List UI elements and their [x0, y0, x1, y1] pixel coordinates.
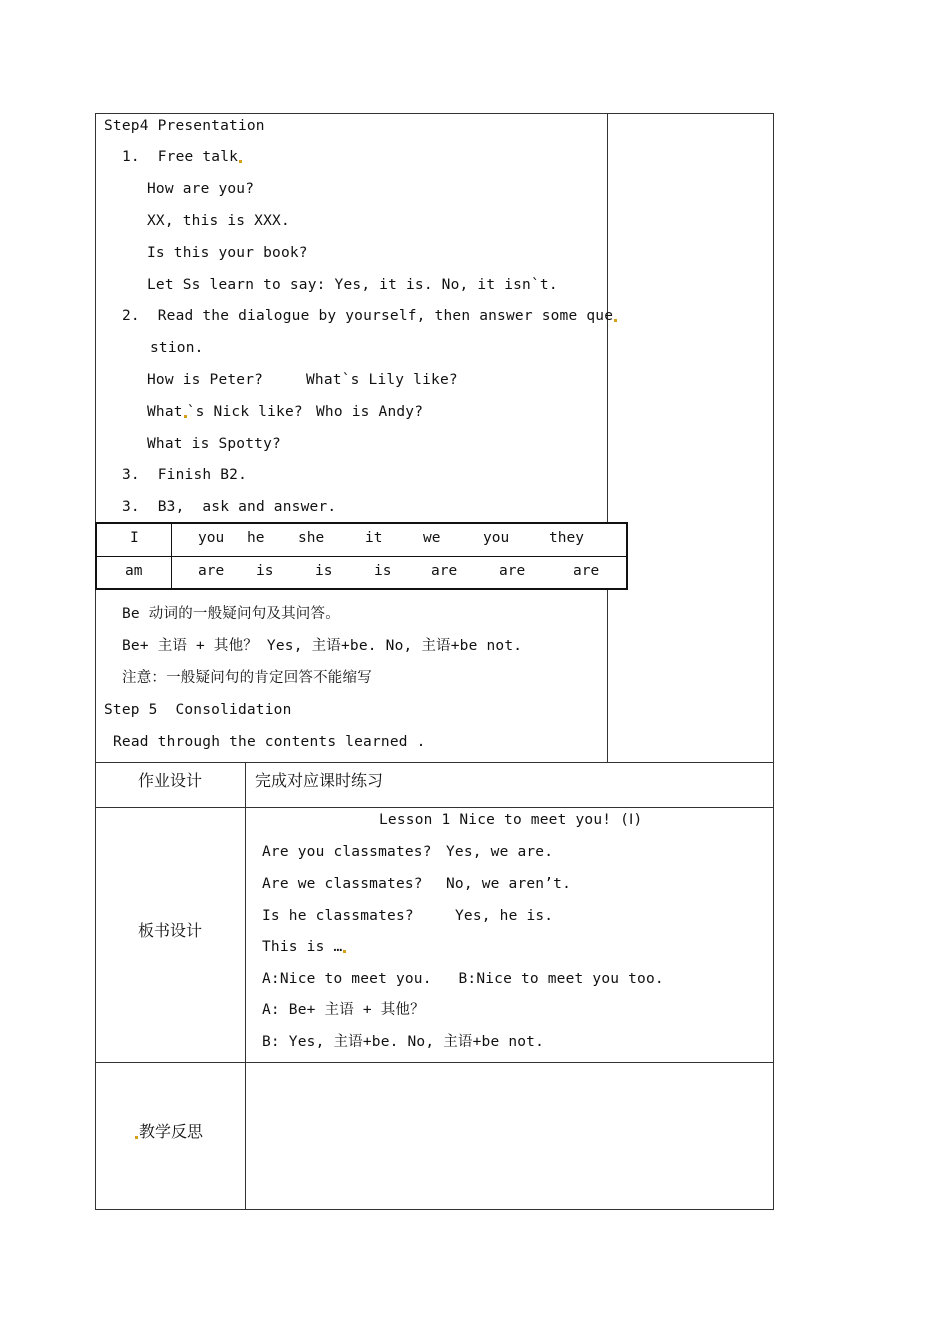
question-what-lily: What`s Lily like? [306, 372, 458, 388]
board-row-1-answer: Yes, we are. [446, 844, 554, 860]
verb-are-4: are [573, 563, 600, 579]
free-talk-line-4: Let Ss learn to say: Yes, it is. No, it isn`t. [147, 277, 558, 293]
step4-item-b3: 3. B3, ask and answer. [122, 499, 337, 515]
notes-column-divider-lower [607, 590, 608, 762]
mark-icon [135, 1136, 138, 1139]
free-talk-line-2: XX, this is XXX. [147, 213, 290, 229]
verb-am: am [125, 563, 143, 579]
pronoun-you-plural: you [483, 530, 510, 546]
question-how-peter: How is Peter? [147, 372, 264, 388]
free-talk-line-1: How are you? [147, 181, 255, 197]
question-what-spotty: What is Spotty? [147, 436, 281, 452]
reflection-label [134, 1121, 203, 1143]
table-bottom-border [95, 1209, 774, 1210]
board-title: Lesson 1 Nice to meet you! (Ⅰ) [379, 812, 643, 828]
reflection-text: 教学反思 [139, 1122, 204, 1141]
pronoun-we: we [423, 530, 441, 546]
verb-are-1: are [198, 563, 225, 579]
free-talk-line-3: Is this your book? [147, 245, 308, 261]
this-is-text: This is … [262, 939, 343, 955]
board-this-is [262, 937, 346, 957]
read-dialogue-text: 2. Read the dialogue by yourself, then answer some que [122, 308, 614, 324]
row-divider-reflection [95, 1062, 774, 1063]
homework-content: 完成对应课时练习 [255, 771, 384, 790]
be-verb-table [95, 522, 628, 590]
mark-icon [239, 160, 242, 163]
row-divider-board [95, 807, 774, 808]
question-who-andy: Who is Andy? [316, 404, 424, 420]
row-divider-homework [95, 762, 774, 763]
table-left-border [95, 113, 96, 1210]
grammar-line-1: Be 动词的一般疑问句及其问答。 [122, 606, 340, 622]
verb-is-2: is [315, 563, 333, 579]
homework-label: 作业设计 [138, 771, 203, 790]
board-row-2-answer: No, we aren’t. [446, 876, 572, 892]
step4-item-read-dialogue [122, 306, 617, 326]
verb-are-3: are [499, 563, 526, 579]
verb-is-3: is [374, 563, 392, 579]
mark-icon [343, 950, 346, 953]
board-row-3-answer: Yes, he is. [455, 908, 554, 924]
board-label: 板书设计 [138, 921, 203, 940]
board-row-1-question: Are you classmates? [262, 844, 432, 860]
step4-item-free-talk [122, 147, 242, 167]
verb-are-2: are [431, 563, 458, 579]
board-line-b: B: Yes, 主语+be. No, 主语+be not. [262, 1034, 545, 1050]
be-table-row-divider [97, 556, 626, 557]
table-right-border [773, 113, 774, 1210]
board-row-2-question: Are we classmates? [262, 876, 423, 892]
pronoun-it: it [365, 530, 383, 546]
mark-icon [614, 319, 617, 322]
grammar-line-2: Be+ 主语 + 其他？ Yes, 主语+be. No, 主语+be not. [122, 638, 523, 654]
step5-line: Read through the contents learned . [113, 734, 426, 750]
verb-is-1: is [256, 563, 274, 579]
nick-like-text: `s Nick like? [186, 404, 303, 420]
free-talk-text: 1. Free talk [122, 149, 239, 165]
pronoun-they: they [549, 530, 584, 546]
step4-title: Step4 Presentation [104, 118, 265, 134]
pronoun-i: I [130, 530, 139, 546]
board-line-a: A: Be+ 主语 + 其他？ [262, 1002, 425, 1018]
label-column-divider [245, 762, 246, 1210]
board-row-3-question: Is he classmates? [262, 908, 414, 924]
step4-item-finish-b2: 3. Finish B2. [122, 467, 248, 483]
pronoun-you: you [198, 530, 225, 546]
grammar-line-3: 注意：一般疑问句的肯定回答不能缩写 [122, 670, 372, 686]
table-top-border [95, 113, 774, 114]
pronoun-she: she [298, 530, 325, 546]
step5-title: Step 5 Consolidation [104, 702, 292, 718]
board-nice-line: A:Nice to meet you. B:Nice to meet you too. [262, 971, 664, 987]
read-dialogue-continued: stion. [150, 340, 204, 356]
be-table-col-divider [171, 524, 172, 588]
pronoun-he: he [247, 530, 265, 546]
what-text: What [147, 404, 183, 420]
question-what-nick [147, 402, 303, 422]
